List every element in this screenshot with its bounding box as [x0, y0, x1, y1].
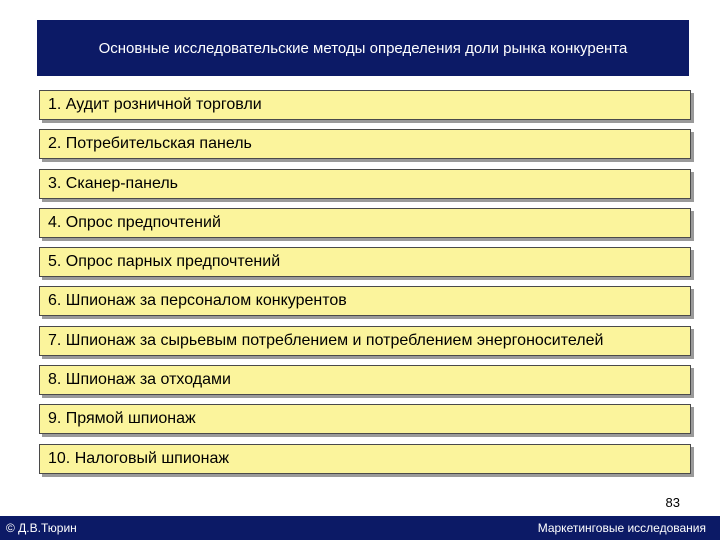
list-item-label: 4. Опрос предпочтений: [39, 208, 691, 238]
list-item: [39, 444, 691, 474]
slide-title-box: [37, 20, 689, 76]
list-item-label: 8. Шпионаж за отходами: [39, 365, 691, 395]
list-item: [39, 169, 691, 199]
slide-title: Основные исследовательские методы определения доли рынка конкурента: [98, 39, 628, 57]
footer-course: Маркетинговые исследования: [537, 521, 706, 535]
list-item-label: 5. Опрос парных предпочтений: [39, 247, 691, 277]
page-number: 83: [665, 495, 680, 510]
list-item-label: 10. Налоговый шпионаж: [39, 444, 691, 474]
list-item: [39, 326, 691, 356]
list-item-label: 3. Сканер-панель: [39, 169, 691, 199]
list-item-label: 9. Прямой шпионаж: [39, 404, 691, 434]
footer-bar: [0, 516, 720, 540]
list-item: [39, 129, 691, 159]
list-item: [39, 286, 691, 316]
list-item: [39, 404, 691, 434]
list-item: [39, 365, 691, 395]
list-item: [39, 90, 691, 120]
list-item-label: 1. Аудит розничной торговли: [39, 90, 691, 120]
list-item-label: 6. Шпионаж за персоналом конкурентов: [39, 286, 691, 316]
list-item: [39, 208, 691, 238]
list-item-label: 2. Потребительская панель: [39, 129, 691, 159]
list-item-label: 7. Шпионаж за сырьевым потреблением и потреблением энергоносителей: [39, 326, 691, 356]
footer-author: © Д.В.Тюрин: [6, 521, 77, 535]
methods-list: [39, 90, 691, 483]
list-item: [39, 247, 691, 277]
